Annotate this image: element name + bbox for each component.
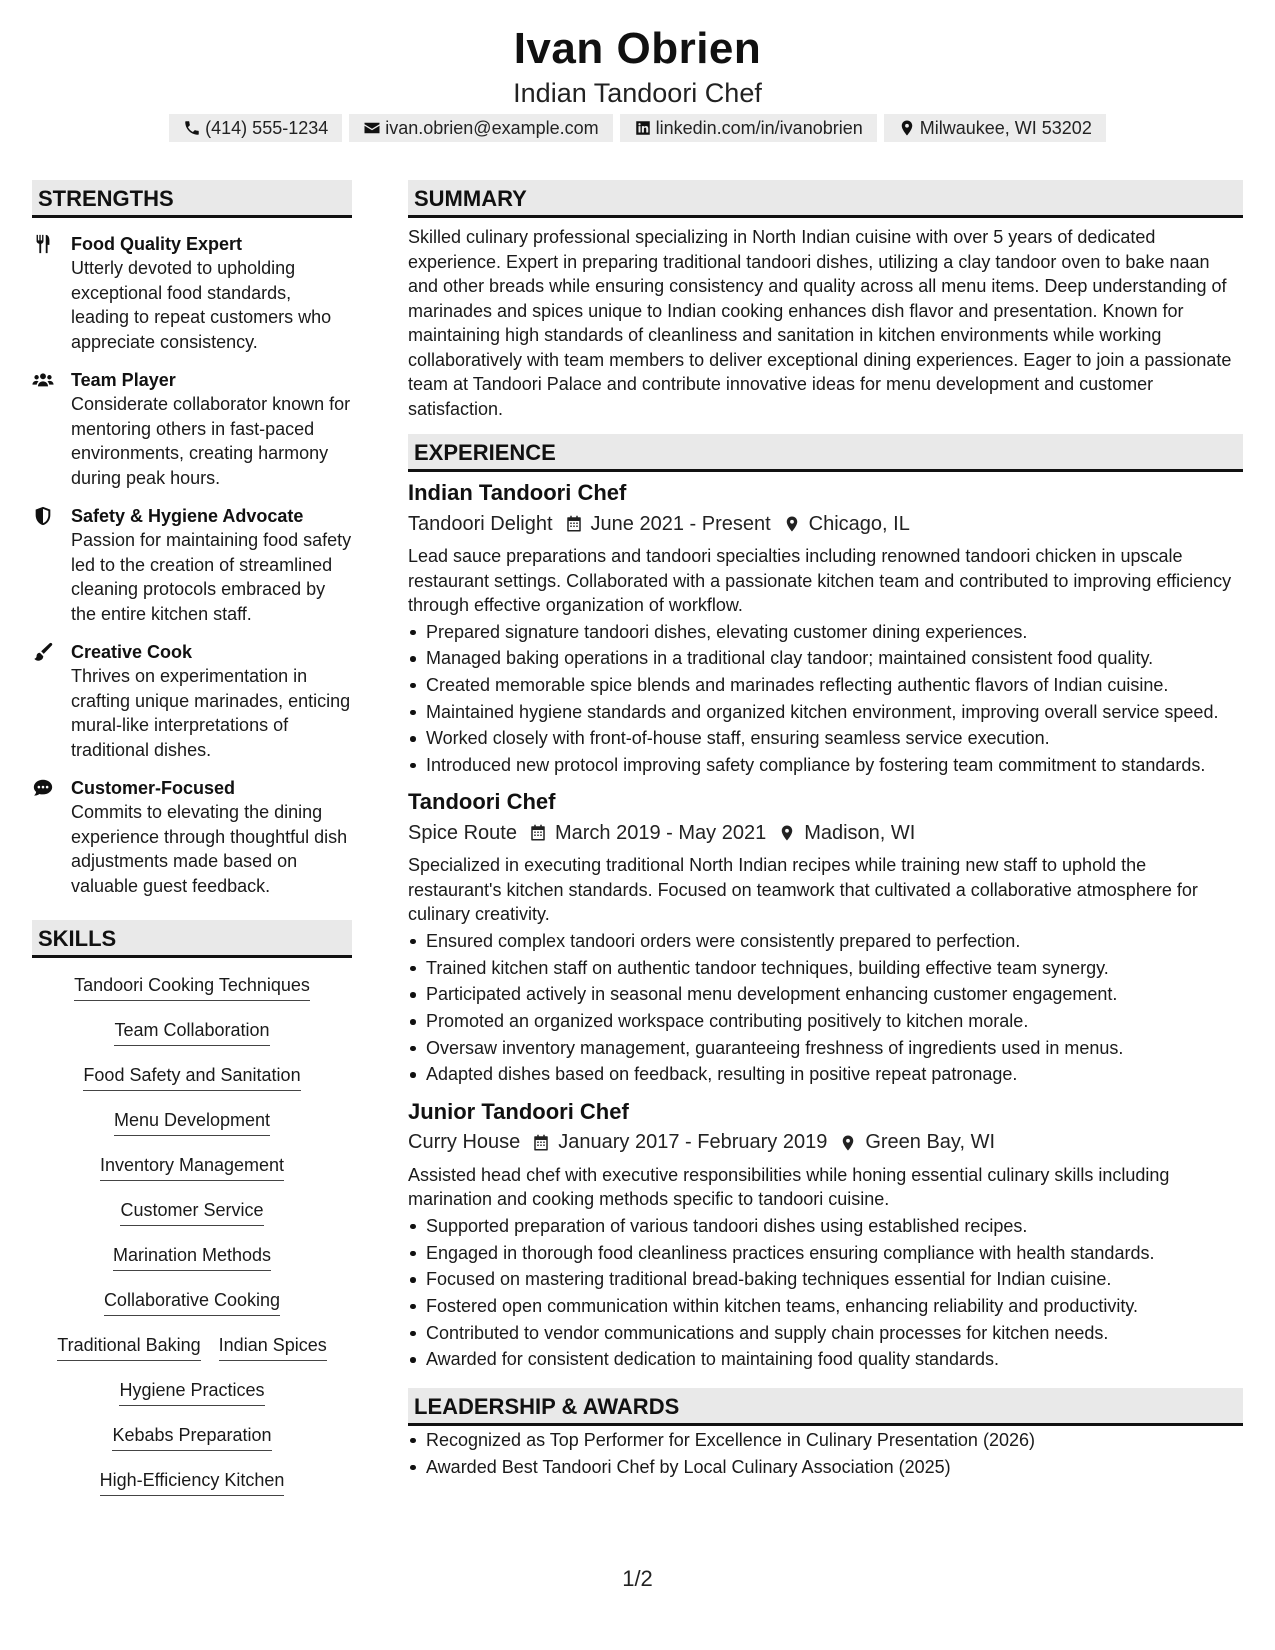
skill-tag: Marination Methods bbox=[113, 1238, 271, 1271]
job-dates: January 2017 - February 2019 bbox=[558, 1131, 828, 1154]
skill-tag: Collaborative Cooking bbox=[104, 1283, 280, 1316]
job-bullet: Awarded for consistent dedication to maintaining food quality standards. bbox=[426, 1347, 1243, 1372]
map-pin-icon bbox=[898, 119, 916, 137]
strength-description: Utterly devoted to upholding exceptional food standards, leading to repeat customers who appreciate consistency. bbox=[71, 258, 332, 352]
job-bullet: Participated actively in seasonal menu development enhancing customer engagement. bbox=[426, 982, 1243, 1007]
job-dates: March 2019 - May 2021 bbox=[554, 821, 767, 844]
job-bullet: Focused on mastering traditional bread-baking techniques essential for Indian cuisine. bbox=[426, 1267, 1243, 1292]
job-meta bbox=[408, 508, 1243, 540]
job-bullet: Created memorable spice blends and marinades reflecting authentic flavors of Indian cuisine. bbox=[426, 673, 1243, 698]
skill-tag: Team Collaboration bbox=[114, 1013, 269, 1046]
job-company: Curry House bbox=[408, 1131, 521, 1154]
skill-tag: Traditional Baking bbox=[57, 1328, 200, 1361]
skill-row bbox=[32, 1463, 352, 1508]
strength-item bbox=[32, 776, 352, 898]
job-bullet: Contributed to vendor communications and supply chain processes for kitchen needs. bbox=[426, 1321, 1243, 1346]
strengths-heading: STRENGTHS bbox=[32, 180, 352, 218]
linkedin-icon bbox=[634, 119, 652, 137]
skill-row bbox=[32, 1373, 352, 1418]
comment-icon bbox=[32, 777, 54, 799]
skill-row bbox=[32, 1283, 352, 1328]
job-location: Chicago, IL bbox=[808, 512, 910, 535]
candidate-name: Ivan Obrien bbox=[513, 24, 762, 73]
job-bullet: Adapted dishes based on feedback, resulting in positive repeat patronage. bbox=[426, 1062, 1243, 1087]
job-title: Indian Tandoori Chef bbox=[408, 480, 627, 505]
skill-tag: Customer Service bbox=[120, 1193, 263, 1226]
job-bullet: Managed baking operations in a traditional clay tandoor; maintained consistent food quality. bbox=[426, 646, 1243, 671]
calendar-icon bbox=[565, 515, 583, 533]
skill-row bbox=[32, 1103, 352, 1148]
job-entry bbox=[408, 1097, 1243, 1372]
contact-phone-text: (414) 555-1234 bbox=[205, 117, 329, 138]
map-pin-icon bbox=[778, 824, 796, 842]
strength-item bbox=[32, 640, 352, 762]
strength-title: Creative Cook bbox=[71, 642, 193, 662]
job-bullet: Fostered open communication within kitchen teams, enhancing reliability and productivity. bbox=[426, 1294, 1243, 1319]
job-company: Tandoori Delight bbox=[408, 512, 553, 535]
skill-row bbox=[32, 1418, 352, 1463]
job-meta bbox=[408, 1127, 1243, 1159]
contact-linkedin-text: linkedin.com/in/ivanobrien bbox=[655, 117, 863, 138]
job-bullet: Engaged in thorough food cleanliness practices ensuring compliance with health standards. bbox=[426, 1241, 1243, 1266]
skill-row bbox=[32, 1193, 352, 1238]
job-bullet: Maintained hygiene standards and organized kitchen environment, improving overall service speed. bbox=[426, 700, 1243, 725]
strength-item bbox=[32, 504, 352, 626]
job-bullet: Supported preparation of various tandoori dishes using established recipes. bbox=[426, 1214, 1243, 1239]
skill-row bbox=[32, 1058, 352, 1103]
shield-icon bbox=[32, 505, 54, 527]
calendar-icon bbox=[532, 1134, 550, 1152]
skill-row bbox=[32, 1013, 352, 1058]
strength-title: Food Quality Expert bbox=[71, 234, 243, 254]
job-entry bbox=[408, 787, 1243, 1086]
job-bullet: Oversaw inventory management, guaranteeing freshness of ingredients used in menus. bbox=[426, 1036, 1243, 1061]
map-pin-icon bbox=[839, 1134, 857, 1152]
skill-tag: Inventory Management bbox=[100, 1148, 284, 1181]
job-bullet: Worked closely with front-of-house staff, ensuring seamless service execution. bbox=[426, 726, 1243, 751]
map-pin-icon bbox=[783, 515, 801, 533]
strength-item bbox=[32, 232, 352, 354]
job-company: Spice Route bbox=[408, 821, 517, 844]
contact-linkedin[interactable] bbox=[620, 114, 877, 142]
award-item: Recognized as Top Performer for Excellence in Culinary Presentation (2026) bbox=[426, 1428, 1243, 1453]
resume-header bbox=[0, 22, 1275, 110]
left-column bbox=[32, 180, 352, 1508]
skill-tag: Tandoori Cooking Techniques bbox=[74, 968, 310, 1001]
job-bullets bbox=[408, 929, 1243, 1087]
utensils-icon bbox=[32, 233, 54, 255]
strength-description: Considerate collaborator known for mentoring others in fast-paced environments, creating harmony during peak hours. bbox=[71, 394, 351, 488]
skill-row bbox=[32, 1328, 352, 1373]
contact-location-text: Milwaukee, WI 53202 bbox=[919, 117, 1092, 138]
strength-title: Safety & Hygiene Advocate bbox=[71, 506, 304, 526]
job-entry bbox=[408, 478, 1243, 777]
skill-row bbox=[32, 1238, 352, 1283]
job-dates: June 2021 - Present bbox=[590, 512, 771, 535]
phone-icon bbox=[183, 119, 201, 137]
leadership-heading: LEADERSHIP & AWARDS bbox=[408, 1388, 1243, 1426]
contact-location bbox=[884, 114, 1106, 142]
experience-heading: EXPERIENCE bbox=[408, 434, 1243, 472]
strength-description: Passion for maintaining food safety led to the creation of streamlined cleaning protocols embraced by the entire kitchen staff. bbox=[71, 530, 352, 624]
candidate-title: Indian Tandoori Chef bbox=[513, 78, 762, 108]
skill-tag: High-Efficiency Kitchen bbox=[100, 1463, 285, 1496]
skill-tag: Menu Development bbox=[114, 1103, 270, 1136]
contact-bar bbox=[0, 114, 1275, 142]
contact-email-text: ivan.obrien@example.com bbox=[385, 117, 599, 138]
skill-tag: Hygiene Practices bbox=[119, 1373, 264, 1406]
award-item: Awarded Best Tandoori Chef by Local Culinary Association (2025) bbox=[426, 1455, 1243, 1480]
skill-tag: Kebabs Preparation bbox=[112, 1418, 271, 1451]
contact-phone[interactable] bbox=[169, 114, 342, 142]
calendar-icon bbox=[529, 824, 547, 842]
summary-heading: SUMMARY bbox=[408, 180, 1243, 218]
skill-tag: Food Safety and Sanitation bbox=[83, 1058, 300, 1091]
strength-item bbox=[32, 368, 352, 490]
job-bullets bbox=[408, 1214, 1243, 1372]
skill-row bbox=[32, 1148, 352, 1193]
skills-heading: SKILLS bbox=[32, 920, 352, 958]
leadership-list bbox=[408, 1428, 1243, 1479]
job-bullet: Introduced new protocol improving safety compliance by fostering team commitment to standards. bbox=[426, 753, 1243, 778]
skill-row bbox=[32, 968, 352, 1013]
skill-tag: Indian Spices bbox=[219, 1328, 327, 1361]
summary-text: Skilled culinary professional specializing in North Indian cuisine with over 5 years of dedicated experience. Expert in preparing traditional tandoori dishes, utilizing a clay tandoor oven to bake naan and other breads while ensuring consistency and quality across all menu items. Deep understanding of marinades and spices unique to Indian cooking enhances dish flavor and presentation. Known for maintaining high standards of cleanliness and sanitation in kitchen environments while working collaboratively with team members to deliver exceptional dining experiences. Eager to join a passionate team at Tandoori Palace and contribute innovative ideas for menu development and customer satisfaction. bbox=[408, 227, 1232, 419]
strength-title: Team Player bbox=[71, 370, 176, 390]
job-description: Specialized in executing traditional North Indian recipes while training new staff to uphold the restaurant's kitchen standards. Focused on teamwork that cultivated a collaborative atmosphere for culinary creativity. bbox=[408, 855, 1198, 925]
job-title: Junior Tandoori Chef bbox=[408, 1098, 629, 1124]
job-description: Lead sauce preparations and tandoori specialties including renowned tandoori chicken in upscale restaurant settings. Collaborated with a passionate kitchen team and contributed to improving efficiency through effective organization of workflow. bbox=[408, 546, 1232, 615]
skills-list bbox=[32, 968, 352, 1508]
page-number: 1/2 bbox=[622, 1566, 653, 1591]
envelope-icon bbox=[363, 119, 381, 137]
job-bullet: Ensured complex tandoori orders were consistently prepared to perfection. bbox=[426, 929, 1243, 954]
users-icon bbox=[32, 369, 54, 391]
strength-description: Thrives on experimentation in crafting unique marinades, enticing mural-like interpretations of traditional dishes. bbox=[71, 666, 351, 760]
right-column bbox=[408, 180, 1243, 1481]
job-bullets bbox=[408, 620, 1243, 778]
strength-title: Customer-Focused bbox=[71, 778, 236, 798]
contact-email[interactable] bbox=[349, 114, 612, 142]
paintbrush-icon bbox=[32, 641, 54, 663]
job-meta bbox=[408, 817, 1243, 849]
job-title: Tandoori Chef bbox=[408, 789, 556, 815]
job-description: Assisted head chef with executive responsibilities while honing essential culinary skills including marination and cooking methods specific to tandoori cuisine. bbox=[408, 1164, 1170, 1210]
job-location: Green Bay, WI bbox=[865, 1131, 995, 1154]
job-bullet: Promoted an organized workspace contributing positively to kitchen morale. bbox=[426, 1009, 1243, 1034]
strength-description: Commits to elevating the dining experience through thoughtful dish adjustments made based on valuable guest feedback. bbox=[71, 802, 348, 896]
job-bullet: Trained kitchen staff on authentic tandoor techniques, building effective team synergy. bbox=[426, 956, 1243, 981]
job-bullet: Prepared signature tandoori dishes, elevating customer dining experiences. bbox=[426, 620, 1243, 645]
job-location: Madison, WI bbox=[804, 821, 916, 844]
